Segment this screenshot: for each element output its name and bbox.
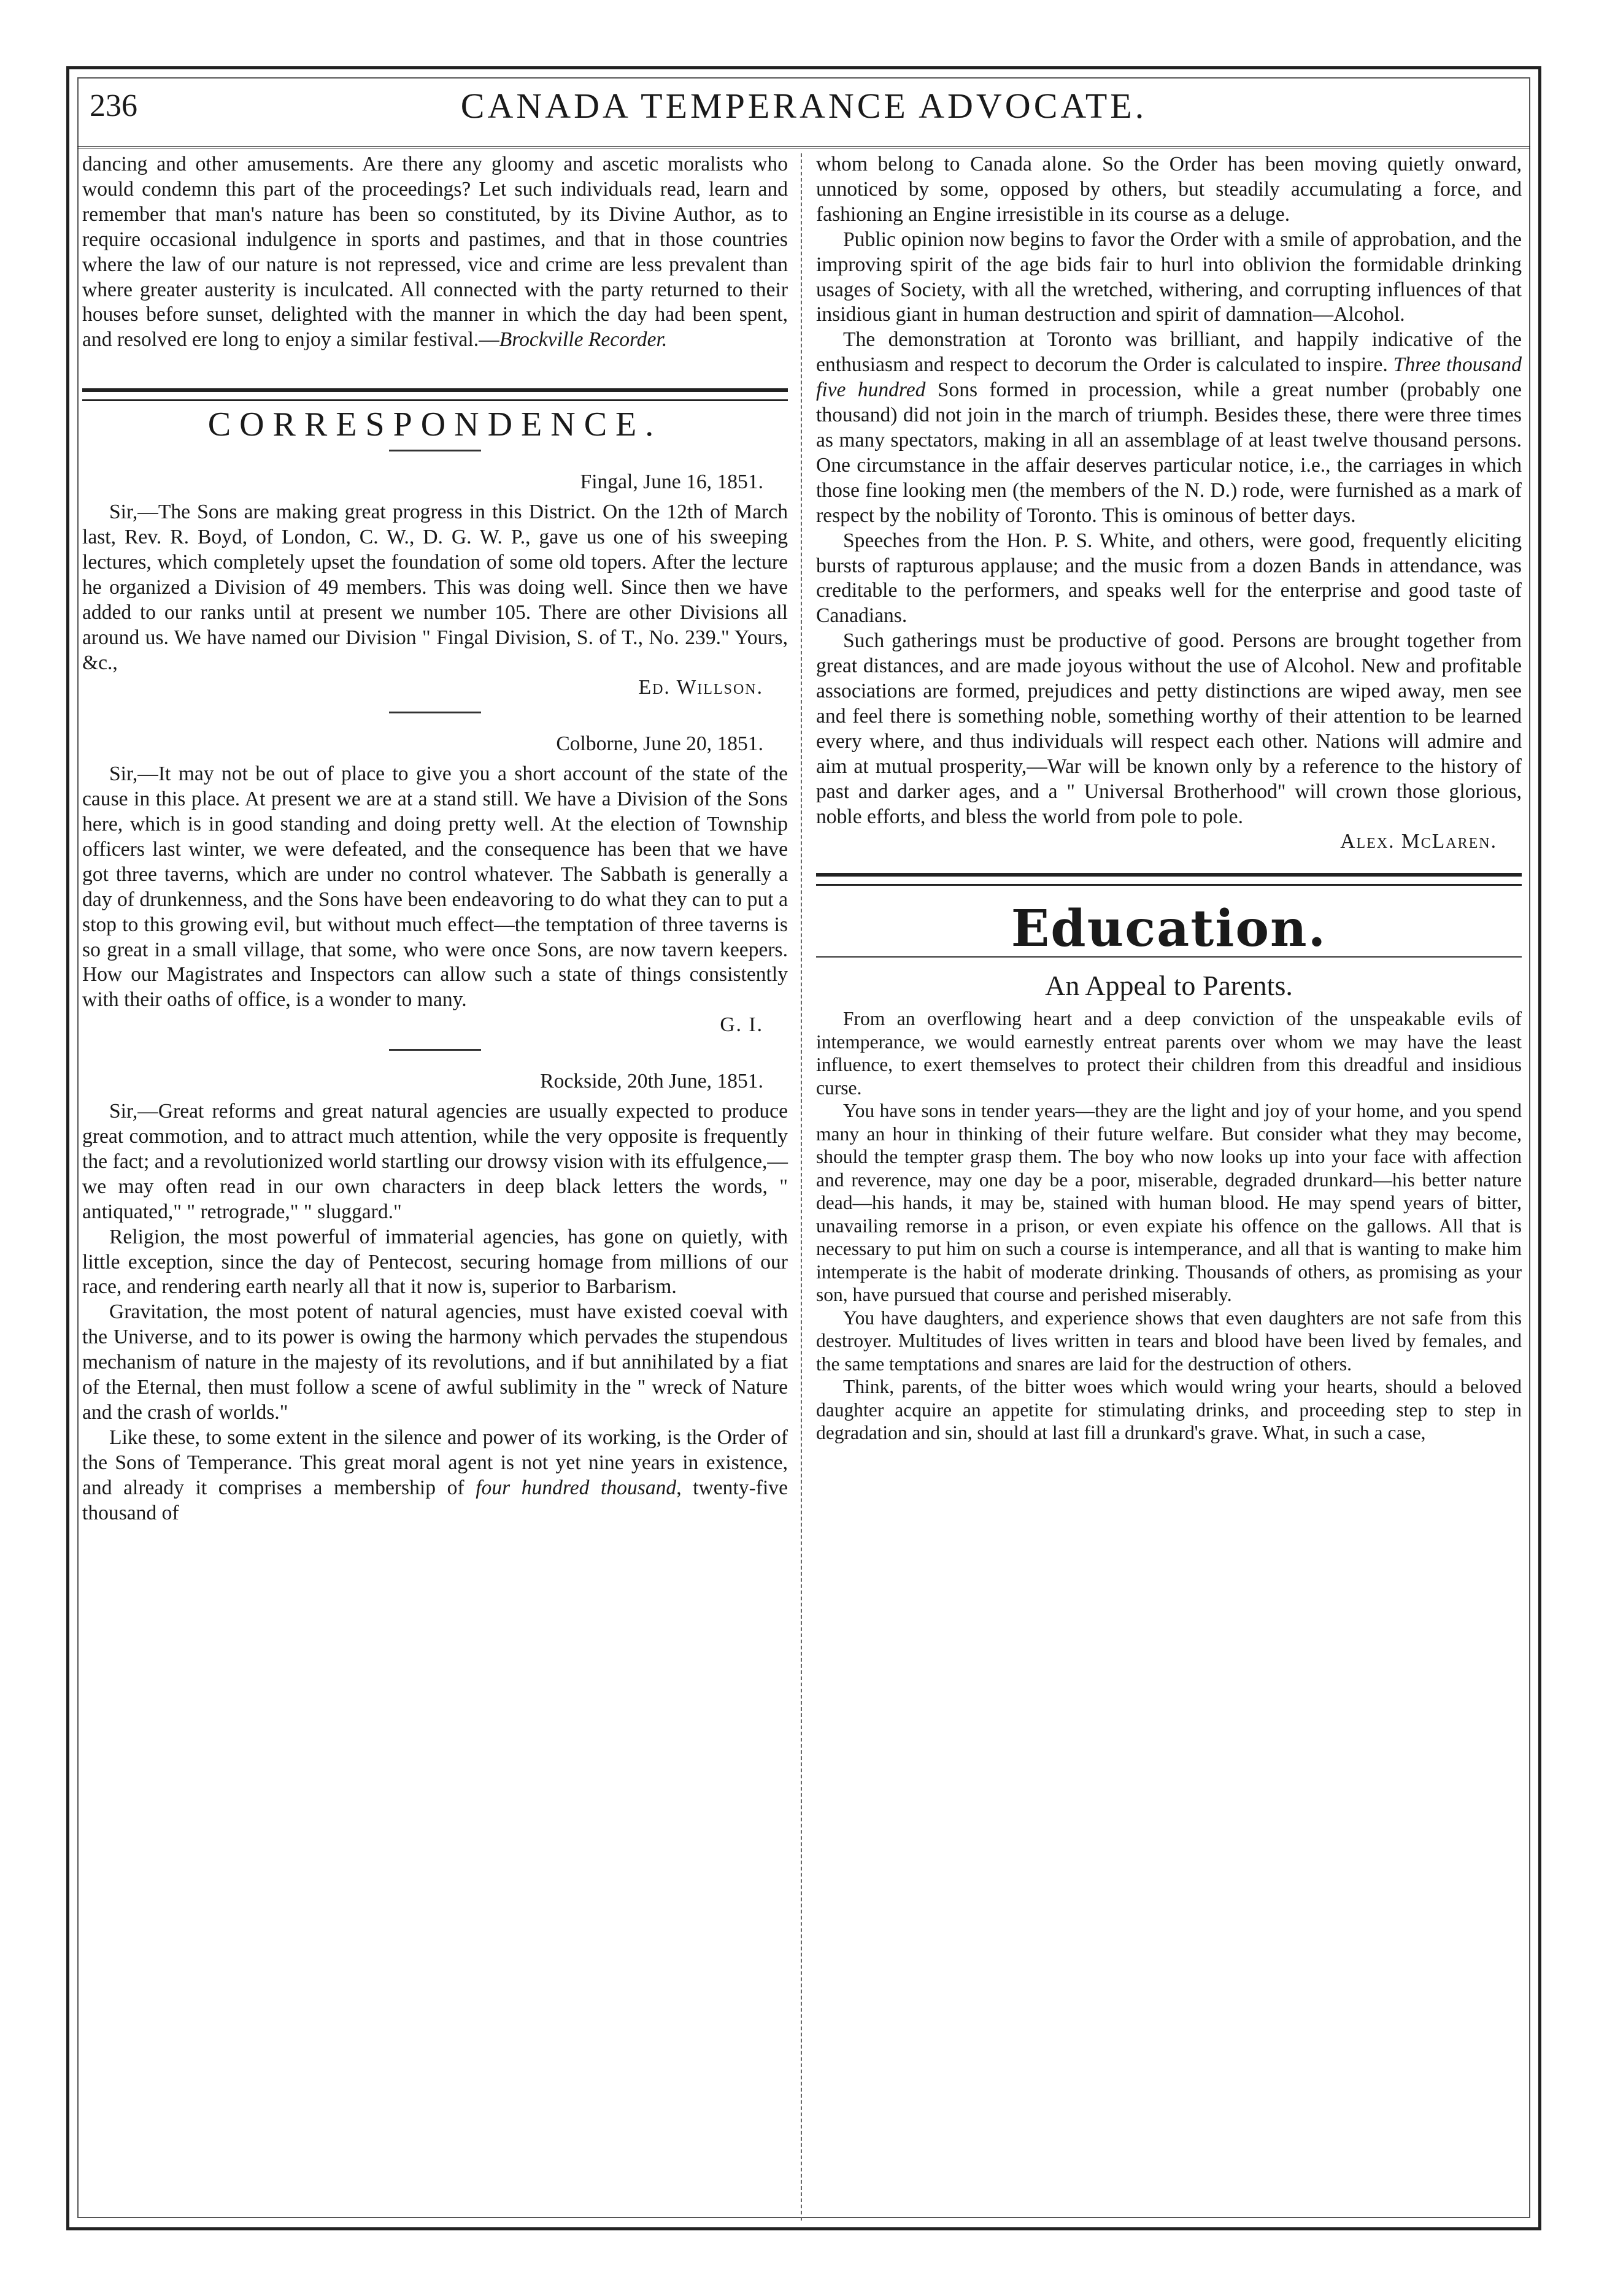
education-heading: Education. <box>1011 899 1327 959</box>
letter3-para4 <box>82 1426 788 1526</box>
right-para1: whom belong to Canada alone. So the Order has been moving quietly onward, unnoticed by some, opposed by others, but steadily accumulating a force, and fashioning an Engine irresistible in its course as a deluge. <box>816 153 1522 226</box>
edu-para2: You have sons in tender years—they are the light and joy of your home, and you spend many an hour in thinking of their future welfare. But consider what they may become, should the tempter grasp them. The boy who now looks up into your face with affection and reverence, may one day be a poor, miserable, degraded drunkard—his better nature dead—his hands, it may be, stained with human blood. He may spend years of bitter, unavailing remorse in a prison, or even expiate his offence on the gallows. All that is necessary to put him on such a course is intemperance, and all that is wanting to make him intemperate is the habit of moderate drinking. Thousands of others, as promising as your son, have pursued that course and perished miserably. <box>816 1100 1522 1306</box>
letter2-signature: G. I. <box>720 1013 763 1037</box>
letter1-signature: Ed. Willson. <box>638 676 763 699</box>
column-divider <box>801 153 802 2221</box>
short-rule <box>389 712 481 713</box>
letter3-para4-start: Like these, to some extent in the silence and power of its working, is the Order of the Sons of Temperance. This great moral agent is not yet nine years in existence, and already it comprises a membership of <box>82 1426 788 1499</box>
education-article <box>816 1007 1522 1445</box>
section-rule <box>816 873 1522 886</box>
letter3-para1: Sir,—Great reforms and great natural agencies are usually expected to produce great commotion, and to attract much attention, while the very opposite is frequently the fact; and a revolutionized world startling our drowsy vision with its effulgence,—we may often read in our own characters in deep black letters the words, " antiquated," " retrograde," " sluggard." <box>82 1100 788 1223</box>
letter3-para4-end: , twenty-five thousand of <box>82 1476 788 1524</box>
page-number: 236 <box>90 88 137 123</box>
left-column <box>82 152 788 1526</box>
short-rule <box>389 450 481 451</box>
intro-source: Brockville Recorder. <box>499 328 668 351</box>
right-para5: Such gatherings must be productive of good. Persons are brought together from great distances, and are made joyous without the use of Alcohol. New and profitable associations are formed, prejudices and petty distinctions are wiped away, men see and feel there is something noble, something worthy of their attention to be learned every where, and thus individuals will respect each other. Nations will admire and aim at mutual prosperity,—War will be known only by a reference to the history of past and darker ages, and a " Universal Brotherhood" will crown those glorious, noble efforts, and bless the world from pole to pole. <box>816 629 1522 828</box>
right-column <box>816 152 1522 1445</box>
intro-text: dancing and other amusements. Are there any gloomy and ascetic moralists who would condemn this part of the proceedings? Let such individuals read, learn and remember that man's nature has been so constituted, by its Divine Author, as to require occasional indulgence in sports and pastimes, and that in those countries where the law of our nature is not repressed, vice and crime are less prevalent than where greater austerity is inculcated. All connected with the party returned to their houses before sunset, delighted with the manner in which the day had been spent, and resolved ere long to enjoy a similar festival.— <box>82 153 788 351</box>
letter2-body: Sir,—It may not be out of place to give you a short account of the state of the cause in this place. At present we are at a stand still. We have a Division of the Sons here, which is in good standing and doing pretty well. At the election of Township officers last winter, we were defeated, and the consequence has been that we have got three taverns, which are under no control whatever. The Sabbath is generally a day of drunkenness, and the Sons have been endeavoring to do what they can to put a stop to this growing evil, but without much effect—the temptation of three taverns is so great in a small village, that some, who were once Sons, are now tavern keepers. How our Magistrates and Inspectors can allow such a state of things consistently with their oaths of office, is a wonder to many. <box>82 762 788 1012</box>
header-rule <box>77 146 1530 148</box>
intro-paragraph <box>82 152 788 353</box>
right-signature: Alex. McLaren. <box>1340 830 1497 853</box>
edu-para3: You have daughters, and experience shows that even daughters are not safe from this destroyer. Multitudes of lives written in tears and blood have been lived by females, and the same temptations and snares are laid for the destruction of others. <box>816 1307 1522 1375</box>
letter3-para3: Gravitation, the most potent of natural agencies, must have existed coeval with the Universe, and to its power is owing the harmony which pervades the stupendous mechanism of nature in the majesty of its revolutions, and if but annihilated by a fiat of the Eternal, then must follow a scene of awful sublimity in the " wreck of Nature and the crash of worlds." <box>82 1300 788 1424</box>
right-para3-start: The demonstration at Toronto was brilliant, and happily indicative of the enthusiasm and respect to decorum the Order is calculated to inspire. <box>816 328 1522 377</box>
page-header <box>77 83 1530 144</box>
running-title: CANADA TEMPERANCE ADVOCATE. <box>460 86 1147 126</box>
letter2-dateline: Colborne, June 20, 1851. <box>556 732 763 756</box>
right-para2: Public opinion now begins to favor the Order with a smile of approbation, and the improving spirit of the age bids fair to hurl into oblivion the formidable drinking usages of Society, with all the wretched, withering, and corrupting influences of that insidious giant in human destruction and spirit of damnation—Alcohol. <box>816 228 1522 326</box>
right-para3-end: Sons formed in procession, while a great number (probably one thousand) did not join in the march of triumph. Besides these, there were three times as many spectators, making in all an assemblage of at least twelve thousand persons. One circumstance in the affair deserves particular notice, i.e., the carriages in which those fine looking men (the members of the N. D.) rode, were furnished as a mark of respect by the nobility of Toronto. This is ominous of better days. <box>816 378 1522 527</box>
article-title: An Appeal to Parents. <box>1045 970 1293 1002</box>
letter3-dateline: Rockside, 20th June, 1851. <box>540 1070 763 1093</box>
right-para3 <box>816 328 1522 528</box>
correspondence-heading: CORRESPONDENCE. <box>207 405 663 444</box>
section-rule <box>82 388 788 401</box>
letter3-para4-italic: four hundred thousand <box>476 1476 677 1499</box>
right-para4: Speeches from the Hon. P. S. White, and others, were good, frequently eliciting bursts of rapturous applause; and the music from a dozen Bands in attendance, was creditable to the performers, and speaks well for the enterprise and good taste of Canadians. <box>816 529 1522 628</box>
edu-para1: From an overflowing heart and a deep conviction of the unspeakable evils of intemperance, we would earnestly entreat parents over whom we may have the least influence, to exert themselves to protect their children from this dreadful and insidious curse. <box>816 1008 1522 1099</box>
letter1-body: Sir,—The Sons are making great progress in this District. On the 12th of March last, Rev. R. Boyd, of London, C. W., D. G. W. P., gave us one of his sweeping lectures, which completely upset the foundation of some old topers. After the lecture he organized a Division of 49 members. This was doing well. Since then we have added to our ranks until at present we number 105. There are other Divisions all around us. We have named our Division " Fingal Division, S. of T., No. 239." Yours, &c., <box>82 501 788 674</box>
letter1-dateline: Fingal, June 16, 1851. <box>580 470 763 494</box>
right-para3-italic: Three thousand five hundred <box>816 353 1522 402</box>
edu-para4: Think, parents, of the bitter woes which would wring your hearts, should a beloved daughter acquire an appetite for stimulating drinks, and proceeding step to step in degradation and sin, should at last fill a drunkard's grave. What, in such a case, <box>816 1376 1522 1444</box>
letter3-para2: Religion, the most powerful of immaterial agencies, has gone on quietly, with little exception, since the day of Pentecost, securing homage from millions of our race, and rendering earth nearly all that it now is, superior to Barbarism. <box>82 1225 788 1299</box>
short-rule <box>389 1049 481 1051</box>
